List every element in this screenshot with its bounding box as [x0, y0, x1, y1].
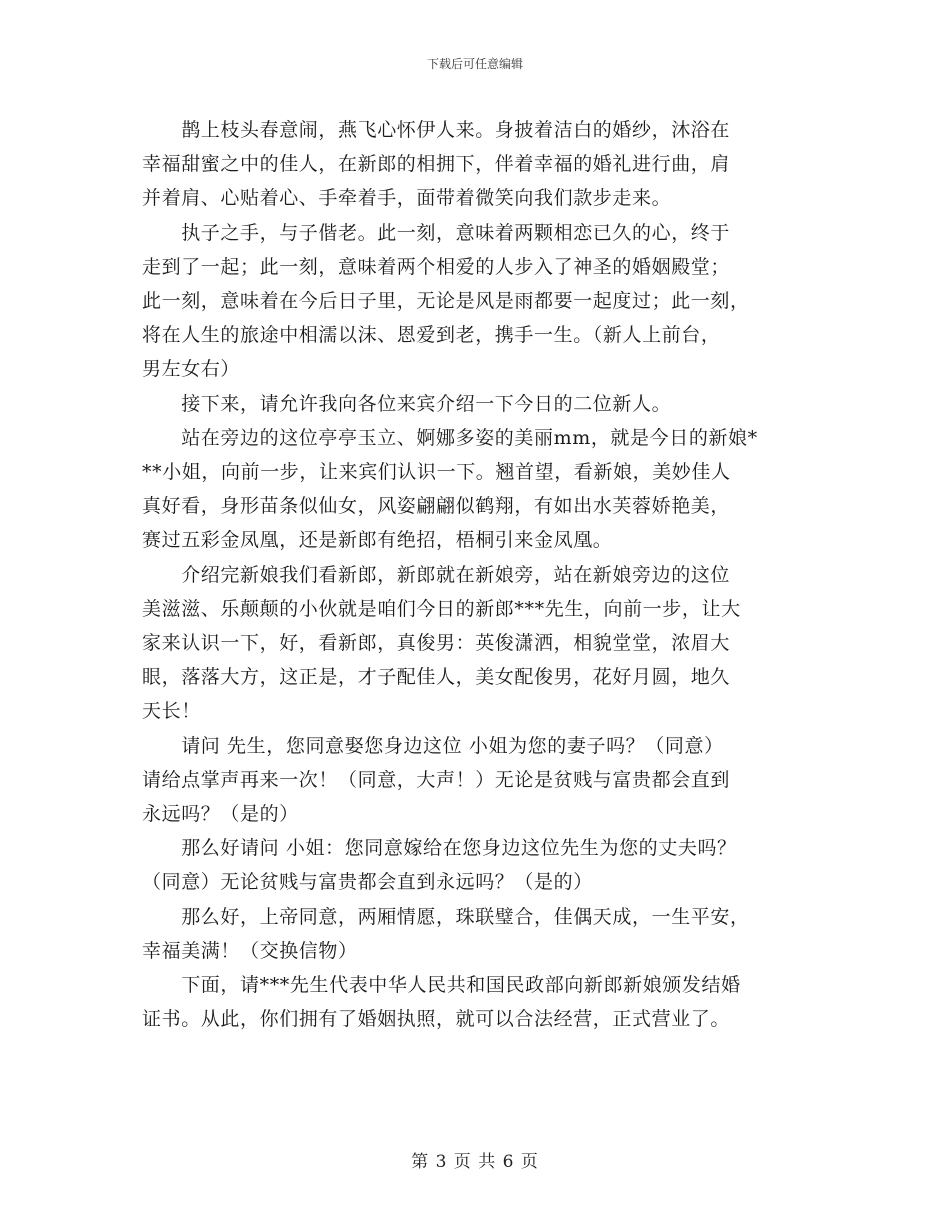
text-line: 天长！	[142, 700, 201, 723]
text-line: 那么好请问 小姐：您同意嫁给在您身边这位先生为您的丈夫吗？	[142, 837, 737, 860]
text-line: 美滋滋、乐颠颠的小伙就是咱们今日的新郎***先生，向前一步，让大	[142, 597, 741, 620]
text-line: 家来认识一下，好，看新郎，真俊男：英俊潇洒，相貌堂堂，浓眉大	[142, 632, 731, 655]
text-line: **小姐，向前一步，让来宾们认识一下。翘首望，看新娘，美妙佳人	[142, 461, 731, 484]
text-line: 接下来，请允许我向各位来宾介绍一下今日的二位新人。	[142, 392, 672, 415]
text-line: 幸福甜蜜之中的佳人，在新郎的相拥下，伴着幸福的婚礼进行曲，肩	[142, 153, 731, 176]
text-line: 请问 先生，您同意娶您身边这位 小姐为您的妻子吗？（同意）	[142, 734, 724, 757]
text-line: 走到了一起；此一刻，意味着两个相爱的人步入了神圣的婚姻殿堂；	[142, 255, 731, 278]
text-line: 执子之手，与子偕老。此一刻，意味着两颗相恋已久的心，终于	[142, 221, 731, 244]
page-footer: 第 3 页 共 6 页	[411, 1152, 539, 1172]
text-line: 请给点掌声再来一次！（同意，大声！）无论是贫贱与富贵都会直到	[142, 768, 731, 791]
text-line: 站在旁边的这位亭亭玉立、婀娜多姿的美丽mm，就是今日的新娘*	[142, 426, 758, 449]
text-line: 将在人生的旅途中相濡以沫、恩爱到老，携手一生。（新人上前台，	[142, 324, 721, 347]
text-line: 真好看，身形苗条似仙女，风姿翩翩似鹤翔，有如出水芙蓉娇艳美，	[142, 495, 731, 518]
text-line: 并着肩、心贴着心、手牵着手，面带着微笑向我们款步走来。	[142, 187, 672, 210]
text-line: 介绍完新娘我们看新郎，新郎就在新娘旁，站在新娘旁边的这位	[142, 563, 731, 586]
text-line: 幸福美满！（交换信物）	[142, 939, 358, 962]
text-line: 此一刻，意味着在今后日子里，无论是风是雨都要一起度过；此一刻，	[142, 290, 750, 313]
text-line: 永远吗？（是的）	[142, 803, 299, 826]
text-line: 鹊上枝头春意闹，燕飞心怀伊人来。身披着洁白的婚纱，沐浴在	[142, 119, 731, 141]
document-body	[142, 113, 808, 1036]
text-line: 男左女右）	[142, 358, 241, 381]
text-line: （同意）无论贫贱与富贵都会直到永远吗？（是的）	[142, 871, 593, 894]
text-line: 证书。从此，你们拥有了婚姻执照，就可以合法经营，正式营业了。	[142, 1008, 731, 1031]
text-line: 赛过五彩金凤凰，还是新郎有绝招，梧桐引来金凤凰。	[142, 529, 613, 552]
text-line: 那么好，上帝同意，两厢情愿，珠联璧合，佳偶天成，一生平安，	[142, 905, 750, 928]
text-line: 眼，落落大方，这正是，才子配佳人，美女配俊男，花好月圆，地久	[142, 666, 731, 689]
page-header: 下载后可任意编辑	[426, 57, 523, 71]
text-line: 下面，请***先生代表中华人民共和国民政部向新郎新娘颁发结婚	[142, 974, 741, 997]
